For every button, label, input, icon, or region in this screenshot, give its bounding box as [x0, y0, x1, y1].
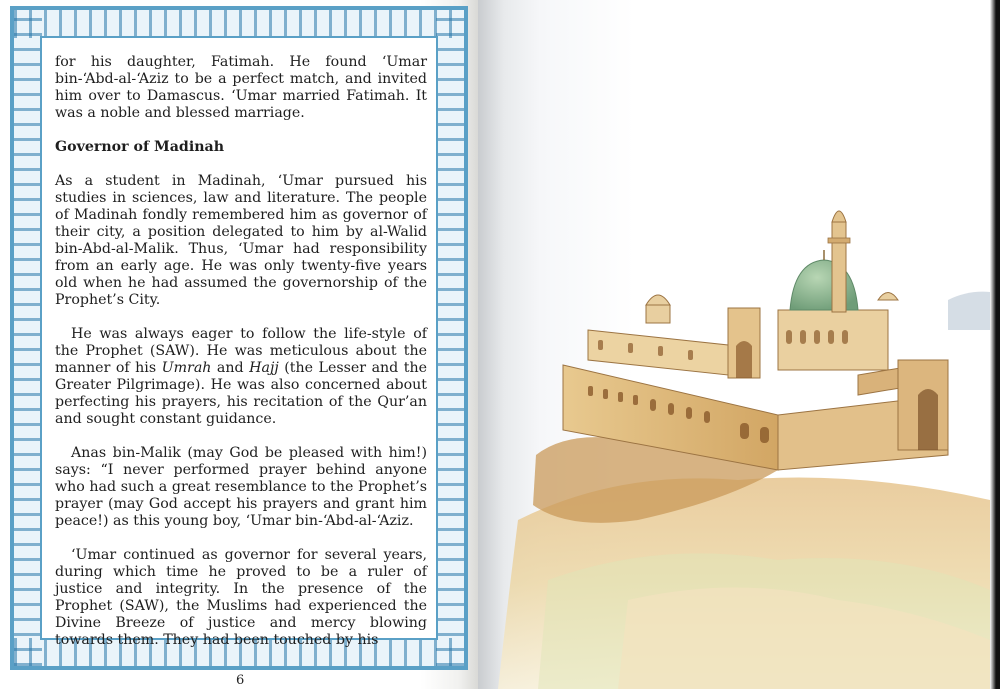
- small-dome-left: [646, 295, 670, 305]
- paragraph-3: [55, 326, 427, 428]
- left-page: [0, 0, 478, 689]
- gate-arch: [736, 341, 752, 378]
- distant-hill: [948, 292, 990, 330]
- minaret-cap: [832, 211, 846, 222]
- right-tower-arch: [918, 389, 938, 450]
- section-heading: Governor of Madinah: [55, 139, 225, 155]
- paragraph-2: As a student in Madinah, ‘Umar pursued his studies in sciences, law and literature. The people of Madinah fondly remembered him as governor of their city, a position delegated to him by al-Walid bin-Abd-al-Malik. Thus, ‘Umar had responsibility from an early age. He was only twenty-five years old when he had assumed the governorship of the Prophet’s City.: [55, 173, 427, 308]
- minaret-balcony: [828, 238, 850, 243]
- page-number: 6: [236, 673, 245, 688]
- right-page: [478, 0, 1000, 689]
- page-text: [55, 54, 427, 666]
- minaret: [832, 222, 846, 312]
- paragraph-3-part-1: He was always eager to follow the life-style of the Prophet (SAW). He was meticulous about the manner of his: [55, 326, 427, 376]
- paragraph-4: Anas bin-Malik (may God be pleased with him!) says: “I never performed prayer behind anyone who had such a great resemblance to the Prophet’s prayer (may God accept his prayers and grant him peace!) as this young boy, ‘Umar bin-‘Abd-al-‘Aziz.: [55, 445, 427, 529]
- small-dome-base: [646, 305, 670, 323]
- small-dome-right: [878, 293, 898, 301]
- city-illustration-icon: [478, 0, 1000, 689]
- paragraph-1: for his daughter, Fatimah. He found ‘Umar bin-‘Abd-al-‘Aziz to be a perfect match, and invited him over to Damascus. ‘Umar married Fatimah. It was a noble and blessed marriage.: [55, 54, 427, 121]
- paragraph-3-part-3: (the Lesser and the Greater Pilgrimage). He was also concerned about perfecting his prayers, his recitation of the Qur’an and sought constant guidance.: [55, 360, 427, 427]
- umrah-term: Umrah: [161, 360, 212, 376]
- paragraph-5: ‘Umar continued as governor for several years, during which time he proved to be a ruler of justice and integrity. In the presence of the Prophet (SAW), the Muslims had experienced the Divine Breeze of justice and mercy blowing towards them. They had been touched by his: [55, 547, 427, 648]
- page-edge: [990, 0, 1000, 689]
- green-dome: [790, 260, 858, 310]
- paragraph-3-part-2: and: [211, 360, 250, 376]
- hajj-term: Hajj: [249, 360, 279, 376]
